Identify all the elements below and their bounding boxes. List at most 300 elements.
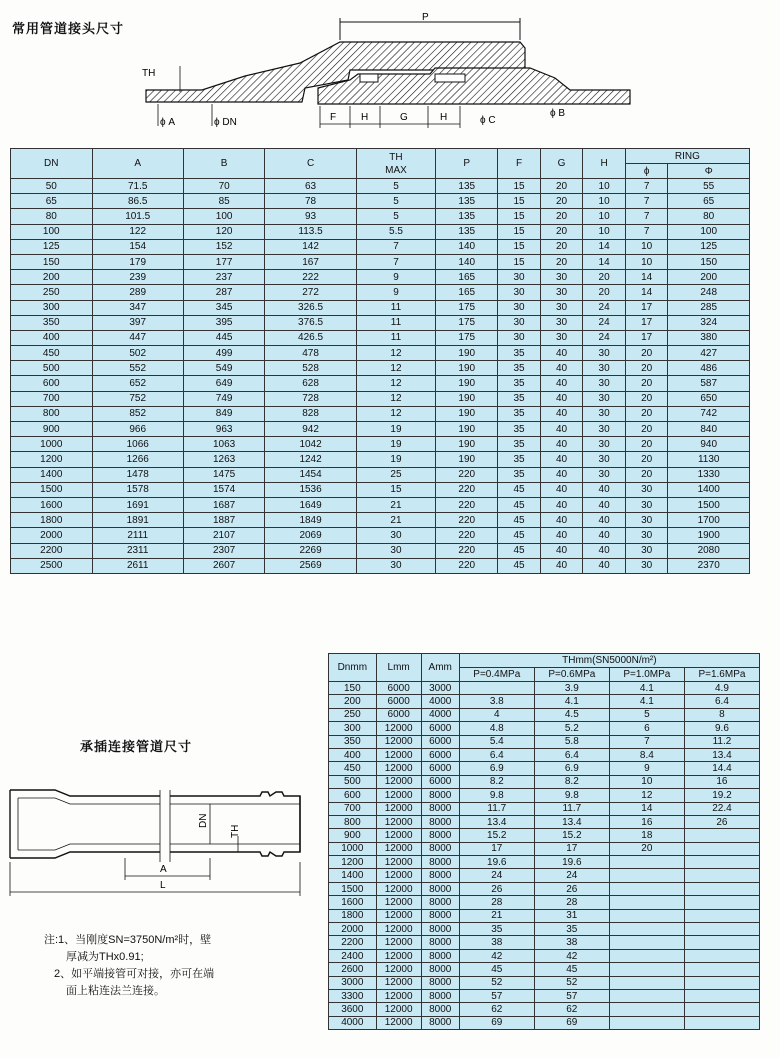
label-l: L <box>160 880 166 891</box>
table-cell: 35 <box>534 923 609 936</box>
table-cell: 20 <box>625 406 668 421</box>
table-cell: 30 <box>583 376 626 391</box>
table-cell: 40 <box>583 497 626 512</box>
header-p: P <box>436 149 498 179</box>
table-cell: 800 <box>11 406 93 421</box>
table-cell: 300 <box>11 300 93 315</box>
table2-row <box>329 949 760 962</box>
table-cell: 11.7 <box>459 802 534 815</box>
table-cell: 220 <box>436 467 498 482</box>
table-cell: 19.6 <box>459 856 534 869</box>
table-cell: 11 <box>356 315 436 330</box>
table-cell: 26 <box>459 882 534 895</box>
header-p04: P=0.4MPa <box>459 668 534 682</box>
table-cell: 1649 <box>265 497 356 512</box>
table-cell: 12000 <box>376 963 421 976</box>
table-cell: 10 <box>583 179 626 194</box>
table-cell: 30 <box>356 558 436 573</box>
table-cell: 179 <box>92 254 183 269</box>
table-cell: 30 <box>540 300 583 315</box>
table-cell: 4000 <box>329 1016 377 1029</box>
table-cell: 1800 <box>329 909 377 922</box>
table-cell: 500 <box>11 361 93 376</box>
table-cell: 6000 <box>421 735 459 748</box>
table2-row <box>329 708 760 721</box>
table-cell: 10 <box>625 239 668 254</box>
table-cell: 93 <box>265 209 356 224</box>
table-cell: 35 <box>498 391 541 406</box>
table-cell: 6000 <box>421 775 459 788</box>
table-cell: 12000 <box>376 735 421 748</box>
table-cell: 300 <box>329 722 377 735</box>
table-cell: 749 <box>183 391 265 406</box>
table-cell: 24 <box>583 315 626 330</box>
table-cell: 35 <box>498 437 541 452</box>
table-cell: 20 <box>625 391 668 406</box>
table2-row <box>329 976 760 989</box>
table-cell: 2500 <box>11 558 93 573</box>
label-a2: A <box>160 864 167 875</box>
table1-row <box>11 330 750 345</box>
table-cell: 69 <box>459 1016 534 1029</box>
table-cell: 376.5 <box>265 315 356 330</box>
table-cell: 30 <box>625 543 668 558</box>
table-cell: 40 <box>583 482 626 497</box>
table-cell: 3000 <box>329 976 377 989</box>
table-cell: 14.4 <box>684 762 759 775</box>
table-cell: 200 <box>11 270 93 285</box>
table-cell <box>609 963 684 976</box>
table-cell: 40 <box>540 528 583 543</box>
table-cell: 30 <box>498 300 541 315</box>
table2-row <box>329 829 760 842</box>
table-cell: 397 <box>92 315 183 330</box>
table-cell <box>609 856 684 869</box>
table-cell: 152 <box>183 239 265 254</box>
table-cell: 35 <box>459 923 534 936</box>
table-cell: 7 <box>625 209 668 224</box>
table-cell: 552 <box>92 361 183 376</box>
table1-row <box>11 315 750 330</box>
table-cell: 4.1 <box>609 682 684 695</box>
table-cell: 12000 <box>376 976 421 989</box>
table2-row <box>329 682 760 695</box>
table-cell: 700 <box>329 802 377 815</box>
table-cell: 38 <box>459 936 534 949</box>
table-cell: 40 <box>540 467 583 482</box>
table-cell: 3.9 <box>534 682 609 695</box>
table-cell: 142 <box>265 239 356 254</box>
table2-row <box>329 735 760 748</box>
table-cell: 10 <box>583 209 626 224</box>
table-cell: 40 <box>540 482 583 497</box>
table-cell: 9 <box>356 285 436 300</box>
table-cell: 12 <box>356 376 436 391</box>
table-cell: 12 <box>356 406 436 421</box>
table-cell: 427 <box>668 346 750 361</box>
label-dn: DN <box>198 813 209 828</box>
table-cell: 500 <box>329 775 377 788</box>
table-cell: 15.2 <box>534 829 609 842</box>
table2-row <box>329 789 760 802</box>
table-cell: 13.4 <box>459 815 534 828</box>
table-cell: 150 <box>668 254 750 269</box>
table-cell: 12000 <box>376 856 421 869</box>
table1-row <box>11 209 750 224</box>
table-cell: 12000 <box>376 829 421 842</box>
table-cell: 239 <box>92 270 183 285</box>
table-cell: 1500 <box>329 882 377 895</box>
table2-row <box>329 695 760 708</box>
table-cell: 5.5 <box>356 224 436 239</box>
table-cell: 6 <box>609 722 684 735</box>
table-cell: 14 <box>625 285 668 300</box>
header-lmm: Lmm <box>376 654 421 682</box>
table-cell: 35 <box>498 361 541 376</box>
header-ring-large-phi: Φ <box>668 164 750 179</box>
table-cell: 963 <box>183 422 265 437</box>
table-cell: 22.4 <box>684 802 759 815</box>
table-cell: 1891 <box>92 513 183 528</box>
table-cell: 70 <box>183 179 265 194</box>
table-cell: 20 <box>625 422 668 437</box>
table-cell: 6000 <box>376 708 421 721</box>
table-cell <box>609 923 684 936</box>
table-cell: 4.1 <box>609 695 684 708</box>
table-cell: 1330 <box>668 467 750 482</box>
table-cell: 2607 <box>183 558 265 573</box>
table-cell <box>684 936 759 949</box>
table-cell: 30 <box>540 285 583 300</box>
header-c: C <box>265 149 356 179</box>
table-cell: 272 <box>265 285 356 300</box>
table-cell: 499 <box>183 346 265 361</box>
table-cell: 752 <box>92 391 183 406</box>
table-cell: 1475 <box>183 467 265 482</box>
table-cell: 1400 <box>668 482 750 497</box>
table-cell: 30 <box>540 270 583 285</box>
table-cell: 20 <box>540 209 583 224</box>
table-cell: 15 <box>356 482 436 497</box>
table-cell <box>609 909 684 922</box>
table-cell: 42 <box>534 949 609 962</box>
table-cell: 190 <box>436 422 498 437</box>
table-cell: 8000 <box>421 949 459 962</box>
table-cell: 42 <box>459 949 534 962</box>
header-p06: P=0.6MPa <box>534 668 609 682</box>
table-cell <box>684 856 759 869</box>
table2-row <box>329 802 760 815</box>
table-cell: 16 <box>684 775 759 788</box>
table-cell: 1130 <box>668 452 750 467</box>
table-cell: 40 <box>583 513 626 528</box>
table-cell: 5.8 <box>534 735 609 748</box>
table2-row <box>329 963 760 976</box>
table-cell: 150 <box>11 254 93 269</box>
table-cell: 19 <box>356 422 436 437</box>
table-cell: 14 <box>583 254 626 269</box>
table-cell: 220 <box>436 528 498 543</box>
table-cell: 30 <box>583 391 626 406</box>
table1-row <box>11 528 750 543</box>
table-cell: 20 <box>540 224 583 239</box>
table-cell: 6000 <box>421 748 459 761</box>
table-cell: 85 <box>183 194 265 209</box>
table-cell: 30 <box>625 528 668 543</box>
table-cell: 190 <box>436 437 498 452</box>
header-f: F <box>498 149 541 179</box>
table-cell: 1266 <box>92 452 183 467</box>
table1-row <box>11 437 750 452</box>
table-cell: 35 <box>498 406 541 421</box>
table-cell <box>684 829 759 842</box>
table-cell: 24 <box>534 869 609 882</box>
table-cell: 2107 <box>183 528 265 543</box>
table-cell: 122 <box>92 224 183 239</box>
table-cell: 12000 <box>376 936 421 949</box>
table-cell: 1200 <box>329 856 377 869</box>
table-cell: 1600 <box>11 497 93 512</box>
table-cell: 650 <box>668 391 750 406</box>
table-cell <box>684 989 759 1002</box>
table1-row <box>11 543 750 558</box>
header-g: G <box>540 149 583 179</box>
table1-row <box>11 179 750 194</box>
table2-row <box>329 748 760 761</box>
header-dnmm: Dnmm <box>329 654 377 682</box>
table-cell: 69 <box>534 1016 609 1029</box>
table-cell: 40 <box>540 543 583 558</box>
table-cell: 2200 <box>329 936 377 949</box>
table-cell: 1000 <box>329 842 377 855</box>
table1-row <box>11 224 750 239</box>
table-cell: 175 <box>436 315 498 330</box>
table-cell: 20 <box>583 285 626 300</box>
table-cell: 6.9 <box>534 762 609 775</box>
table-cell: 600 <box>11 376 93 391</box>
table-cell <box>609 936 684 949</box>
table-cell: 100 <box>183 209 265 224</box>
table-cell: 8000 <box>421 815 459 828</box>
table-cell: 40 <box>583 543 626 558</box>
table-cell: 237 <box>183 270 265 285</box>
header-th-max: TH MAX <box>356 149 436 179</box>
table-cell: 20 <box>540 194 583 209</box>
table-cell: 9 <box>609 762 684 775</box>
table-cell: 15 <box>498 224 541 239</box>
table2-row <box>329 923 760 936</box>
table-cell: 4000 <box>421 708 459 721</box>
table-cell: 1478 <box>92 467 183 482</box>
table-cell: 1242 <box>265 452 356 467</box>
table-cell: 17 <box>534 842 609 855</box>
table-cell <box>609 1016 684 1029</box>
table-cell <box>684 976 759 989</box>
table-cell: 26 <box>684 815 759 828</box>
table-cell: 40 <box>540 497 583 512</box>
table-cell: 9.8 <box>534 789 609 802</box>
table-cell: 8000 <box>421 989 459 1002</box>
table1-row <box>11 361 750 376</box>
table-cell: 45 <box>498 543 541 558</box>
table-cell: 1400 <box>329 869 377 882</box>
table-cell: 86.5 <box>92 194 183 209</box>
label-phi-a: ϕ A <box>160 117 176 128</box>
label-h: H <box>361 112 369 123</box>
table-cell: 50 <box>11 179 93 194</box>
table-cell: 30 <box>625 482 668 497</box>
table-cell: 400 <box>11 330 93 345</box>
table-cell: 35 <box>498 452 541 467</box>
table-cell: 2311 <box>92 543 183 558</box>
header-p16: P=1.6MPa <box>684 668 759 682</box>
table-cell: 30 <box>583 437 626 452</box>
table-cell: 30 <box>540 315 583 330</box>
table-cell: 1687 <box>183 497 265 512</box>
table-cell: 8000 <box>421 1016 459 1029</box>
table-cell: 125 <box>11 239 93 254</box>
table-cell: 135 <box>436 209 498 224</box>
table-cell: 135 <box>436 224 498 239</box>
table-cell: 20 <box>540 179 583 194</box>
table-cell: 400 <box>329 748 377 761</box>
table-cell: 11 <box>356 330 436 345</box>
table-cell: 18 <box>609 829 684 842</box>
table-cell: 40 <box>540 422 583 437</box>
table-cell: 30 <box>583 467 626 482</box>
header-a: A <box>92 149 183 179</box>
table-cell: 38 <box>534 936 609 949</box>
table-cell: 2069 <box>265 528 356 543</box>
table-cell: 26 <box>534 882 609 895</box>
table-cell: 28 <box>459 896 534 909</box>
table-cell: 190 <box>436 452 498 467</box>
table-cell: 15 <box>498 179 541 194</box>
table-cell: 1200 <box>11 452 93 467</box>
table-cell: 1700 <box>668 513 750 528</box>
table-cell: 9.6 <box>684 722 759 735</box>
table-cell: 12 <box>356 346 436 361</box>
table-cell: 1400 <box>11 467 93 482</box>
header-thmm: THmm(SN5000N/m²) <box>459 654 759 668</box>
table-cell: 6.4 <box>684 695 759 708</box>
table-cell: 326.5 <box>265 300 356 315</box>
table-cell: 528 <box>265 361 356 376</box>
table-cell: 220 <box>436 558 498 573</box>
table-cell: 190 <box>436 376 498 391</box>
table-cell: 12000 <box>376 842 421 855</box>
table-cell: 6000 <box>421 722 459 735</box>
table-cell: 12 <box>356 391 436 406</box>
table-cell: 13.4 <box>534 815 609 828</box>
table2-row <box>329 1003 760 1016</box>
table-cell: 502 <box>92 346 183 361</box>
table-cell: 40 <box>540 391 583 406</box>
table-cell: 9 <box>356 270 436 285</box>
table2-row <box>329 842 760 855</box>
table-cell: 8.2 <box>534 775 609 788</box>
table-cell: 1900 <box>668 528 750 543</box>
table-cell: 20 <box>625 437 668 452</box>
table-cell: 8.4 <box>609 748 684 761</box>
table-cell: 15 <box>498 194 541 209</box>
table-cell: 426.5 <box>265 330 356 345</box>
table-cell: 40 <box>583 528 626 543</box>
table-cell: 52 <box>534 976 609 989</box>
table1-row <box>11 239 750 254</box>
table-cell: 62 <box>459 1003 534 1016</box>
table-cell: 12000 <box>376 1003 421 1016</box>
table1-row <box>11 513 750 528</box>
label-g: G <box>400 112 408 123</box>
table-cell: 17 <box>625 300 668 315</box>
table-cell: 649 <box>183 376 265 391</box>
table-cell: 30 <box>583 346 626 361</box>
table-cell: 8000 <box>421 923 459 936</box>
table-cell: 12000 <box>376 869 421 882</box>
table-cell: 6000 <box>376 682 421 695</box>
table1-row <box>11 558 750 573</box>
table-cell: 24 <box>583 300 626 315</box>
table-cell <box>684 909 759 922</box>
table-cell: 350 <box>11 315 93 330</box>
table-cell: 8000 <box>421 963 459 976</box>
table1-row <box>11 346 750 361</box>
table-cell: 6.4 <box>534 748 609 761</box>
table-cell: 14 <box>625 270 668 285</box>
header-ring-small-phi: ϕ <box>625 164 668 179</box>
table-cell: 19 <box>356 452 436 467</box>
label-th: TH <box>142 68 156 79</box>
table-cell: 1800 <box>11 513 93 528</box>
table-cell: 1500 <box>11 482 93 497</box>
table-cell: 17 <box>459 842 534 855</box>
table-cell: 30 <box>583 406 626 421</box>
table1-row <box>11 391 750 406</box>
table-cell: 30 <box>583 361 626 376</box>
label-th2: TH <box>230 824 241 838</box>
table-cell: 12000 <box>376 722 421 735</box>
table-cell: 57 <box>534 989 609 1002</box>
table2-row <box>329 989 760 1002</box>
table-cell: 1691 <box>92 497 183 512</box>
note-line-2: 厚减为THx0.91; <box>66 951 144 963</box>
table-cell <box>684 869 759 882</box>
table-cell: 1042 <box>265 437 356 452</box>
table-cell: 125 <box>668 239 750 254</box>
table-cell: 5 <box>356 194 436 209</box>
table-cell: 20 <box>625 467 668 482</box>
table-cell: 450 <box>11 346 93 361</box>
table-cell: 8000 <box>421 882 459 895</box>
table-cell: 220 <box>436 497 498 512</box>
table-cell: 12000 <box>376 748 421 761</box>
table-cell: 486 <box>668 361 750 376</box>
table1-row <box>11 270 750 285</box>
table-cell: 220 <box>436 482 498 497</box>
table-cell: 12000 <box>376 923 421 936</box>
table-cell: 45 <box>498 558 541 573</box>
table-cell: 347 <box>92 300 183 315</box>
table-cell: 62 <box>534 1003 609 1016</box>
table-cell: 587 <box>668 376 750 391</box>
table-cell <box>684 882 759 895</box>
table-cell: 30 <box>498 285 541 300</box>
table-cell: 78 <box>265 194 356 209</box>
table-cell: 1454 <box>265 467 356 482</box>
label-h2: H <box>440 112 448 123</box>
table-cell: 380 <box>668 330 750 345</box>
